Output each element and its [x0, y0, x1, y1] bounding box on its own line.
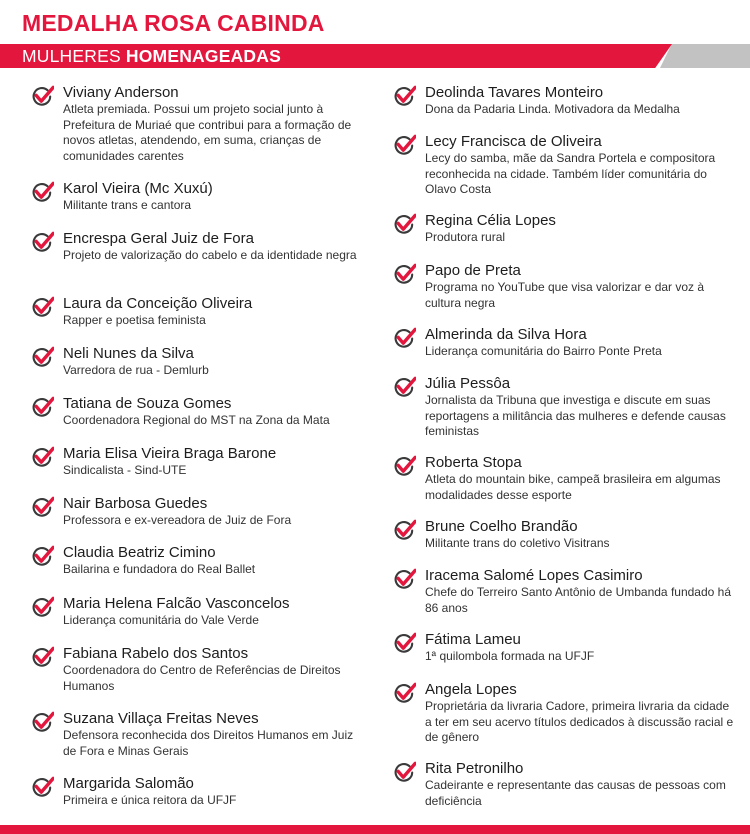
honoree-name: Almerinda da Silva Hora	[425, 326, 587, 343]
honoree-text	[63, 775, 365, 809]
honoree-description: Coordenadora Regional do MST na Zona da Mata	[63, 413, 330, 427]
check-mark-icon	[30, 295, 54, 319]
honoree-text	[425, 212, 737, 246]
honoree-description: Chefe do Terreiro Santo Antônio de Umbanda fundado há 86 anos	[425, 585, 731, 615]
check-mark-icon	[392, 375, 416, 399]
check-mark-icon	[30, 595, 54, 619]
honoree-name: Encrespa Geral Juiz de Fora	[63, 230, 254, 247]
honoree-description: Professora e ex-vereadora de Juiz de Fora	[63, 513, 292, 527]
check-mark-icon	[30, 445, 54, 469]
honoree-description: Sindicalista - Sind-UTE	[63, 463, 187, 477]
check-mark-icon	[392, 212, 416, 236]
honoree-text	[425, 681, 737, 746]
page-title: MEDALHA ROSA CABINDA	[22, 10, 325, 36]
honoree-name: Laura da Conceição Oliveira	[63, 295, 253, 312]
honoree-text	[63, 84, 365, 164]
honoree-text	[425, 262, 737, 311]
honoree-description: Programa no YouTube que visa valorizar e dar voz à cultura negra	[425, 280, 705, 310]
honoree-name: Deolinda Tavares Monteiro	[425, 84, 604, 101]
honoree-name: Fabiana Rabelo dos Santos	[63, 645, 249, 662]
honoree-text	[63, 395, 365, 429]
check-mark-icon	[392, 454, 416, 478]
honoree-description: 1ª quilombola formada na UFJF	[425, 649, 595, 663]
honoree-description: Atleta premiada. Possui um projeto social junto à Prefeitura de Muriaé que contribui para a formação de novos atletas, atendendo, em suma, crianças de comunidades carentes	[63, 102, 352, 163]
check-mark-icon	[30, 180, 54, 204]
check-mark-icon	[392, 84, 416, 108]
honoree-text	[425, 518, 737, 552]
honoree-text	[425, 133, 737, 198]
honoree-name: Suzana Villaça Freitas Neves	[63, 710, 259, 727]
check-mark-icon	[392, 326, 416, 350]
honoree-name: Fátima Lameu	[425, 631, 521, 648]
honoree-text	[63, 544, 365, 578]
honoree-description: Liderança comunitária do Vale Verde	[63, 613, 259, 627]
check-mark-icon	[30, 495, 54, 519]
honoree-name: Viviany Anderson	[63, 84, 179, 101]
honoree-name: Lecy Francisca de Oliveira	[425, 133, 602, 150]
honoree-name: Maria Elisa Vieira Braga Barone	[63, 445, 277, 462]
honoree-text	[63, 595, 365, 629]
honoree-description: Atleta do mountain bike, campeã brasileira em algumas modalidades desse esporte	[425, 472, 721, 502]
check-mark-icon	[392, 133, 416, 157]
check-mark-icon	[392, 567, 416, 591]
check-mark-icon	[392, 518, 416, 542]
honoree-text	[63, 295, 365, 329]
honoree-name: Brune Coelho Brandão	[425, 518, 578, 535]
honoree-description: Proprietária da livraria Cadore, primeira livraria da cidade a ter em seu acervo títulos dedicados à discussão racial e de gênero	[425, 699, 734, 744]
check-mark-icon	[30, 775, 54, 799]
check-mark-icon	[30, 84, 54, 108]
honoree-text	[63, 345, 365, 379]
honoree-name: Tatiana de Souza Gomes	[63, 395, 232, 412]
honoree-description: Defensora reconhecida dos Direitos Humanos em Juiz de Fora e Minas Gerais	[63, 728, 354, 758]
check-mark-icon	[30, 544, 54, 568]
honoree-name: Margarida Salomão	[63, 775, 194, 792]
subtitle-bold: HOMENAGEADAS	[125, 46, 281, 66]
check-mark-icon	[30, 230, 54, 254]
honoree-description: Coordenadora do Centro de Referências de Direitos Humanos	[63, 663, 341, 693]
check-mark-icon	[392, 262, 416, 286]
honoree-name: Júlia Pessôa	[425, 375, 511, 392]
honoree-name: Maria Helena Falcão Vasconcelos	[63, 595, 290, 612]
honoree-name: Claudia Beatriz Cimino	[63, 544, 216, 561]
honoree-description: Militante trans do coletivo Visitrans	[425, 536, 610, 550]
check-mark-icon	[30, 645, 54, 669]
honoree-description: Liderança comunitária do Bairro Ponte Preta	[425, 344, 662, 358]
honoree-description: Lecy do samba, mãe da Sandra Portela e compositora reconhecida na cidade. Também líder comunitária do Olavo Costa	[425, 151, 716, 196]
honoree-name: Papo de Preta	[425, 262, 521, 279]
honoree-description: Jornalista da Tribuna que investiga e discute em suas reportagens a militância das mulheres e defende causas feministas	[425, 393, 726, 438]
honoree-text	[425, 760, 737, 809]
honoree-text	[425, 326, 737, 360]
honoree-description: Militante trans e cantora	[63, 198, 192, 212]
honoree-text	[425, 567, 737, 616]
check-mark-icon	[392, 631, 416, 655]
honoree-description: Bailarina e fundadora do Real Ballet	[63, 562, 256, 576]
honoree-name: Regina Célia Lopes	[425, 212, 556, 229]
subtitle-banner	[0, 44, 750, 68]
honoree-description: Varredora de rua - Demlurb	[63, 363, 209, 377]
honoree-name: Angela Lopes	[425, 681, 517, 698]
check-mark-icon	[392, 760, 416, 784]
honoree-text	[425, 375, 737, 440]
honoree-name: Karol Vieira (Mc Xuxú)	[63, 180, 213, 197]
check-mark-icon	[30, 345, 54, 369]
honoree-description: Primeira e única reitora da UFJF	[63, 793, 237, 807]
honoree-text	[63, 495, 365, 529]
honoree-text	[425, 631, 737, 665]
check-mark-icon	[30, 395, 54, 419]
honoree-name: Rita Petronilho	[425, 760, 524, 777]
honoree-description: Cadeirante e representante das causas de pessoas com deficiência	[425, 778, 726, 808]
check-mark-icon	[392, 681, 416, 705]
honoree-text	[63, 230, 365, 264]
honoree-name: Iracema Salomé Lopes Casimiro	[425, 567, 643, 584]
honoree-description: Dona da Padaria Linda. Motivadora da Medalha	[425, 102, 680, 116]
banner-text	[22, 46, 281, 67]
honoree-text	[63, 710, 365, 759]
check-mark-icon	[30, 710, 54, 734]
honoree-text	[425, 84, 737, 118]
honoree-text	[63, 645, 365, 694]
honoree-text	[63, 180, 365, 214]
honoree-name: Nair Barbosa Guedes	[63, 495, 208, 512]
subtitle-light: MULHERES	[22, 46, 126, 66]
honoree-description: Rapper e poetisa feminista	[63, 313, 206, 327]
honoree-name: Roberta Stopa	[425, 454, 522, 471]
honoree-description: Projeto de valorização do cabelo e da identidade negra	[63, 248, 357, 262]
honoree-description: Produtora rural	[425, 230, 506, 244]
bottom-accent-bar	[0, 825, 750, 834]
banner-grey-tab	[660, 44, 750, 68]
honoree-name: Neli Nunes da Silva	[63, 345, 194, 362]
honoree-text	[425, 454, 737, 503]
honoree-text	[63, 445, 365, 479]
